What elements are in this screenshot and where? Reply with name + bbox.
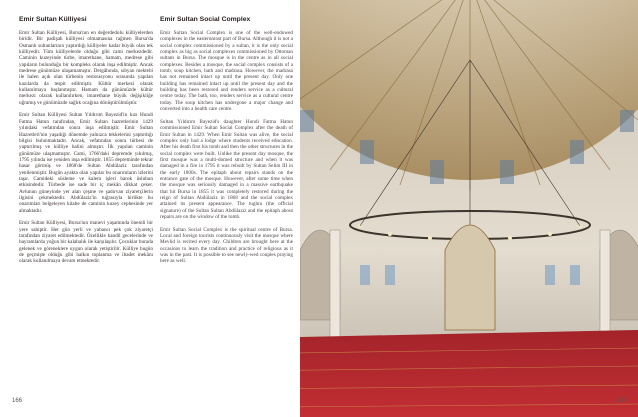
english-text-column (160, 16, 293, 271)
english-title: Emir Sultan Social Complex (160, 16, 251, 23)
turkish-paragraph: Emir Sultan Külliyesi Sultan Yıldırım Bayezid'in kızı Hundi Fatma Hatun tarafından, Emir Sultan hazretlerinin 1429 yılındaki vefatından sonra inşa edilmiştir. Emir Sultan Hazretleri'nin yaşadığı dönemde yalnızca tekkelerini yaptırdığı bilgisi bulunmaktadır. Ancak, vefatından sonra türbesi de yaptırılmış ve külliye halini almıştır. İlk yapılan caminin günümüze ulaşmamıştır. Cami, 1766'daki depremde yıkılmış, 1795 yılında ise yeniden inşa edilmiştir. 1855 depreminde tekrar hasar görmüş ve 1868'de Sultan Abdülaziz tarafından yenilenmiştir. Bugün ayakta olan yapılar bu onarımların izlerini taşır. Camideki süsleme ve kalem işleri barok üslubun etkisindedir. Türbede ise sade bir iç mekân dikkat çeker. Avlunun güneyinde yer alan çeşme ve şadırvan ziyaretçilerin ilgisini çekmektedir. Abdülaziz'in tuğrasıyla birlikte bu onarımları belgeleyen kitabe de caminin kuzey cephesinde yer almaktadır. (19, 112, 153, 214)
turkish-paragraph: Emir Sultan Külliyesi, Bursa'nın manevi yaşamında önemli bir yere sahiptir. Her gün yerli ve yabancı pek çok ziyaretçi tarafından ziyaret edilmektedir. Özellikle kandil gecelerinde ve bayramlarda yoğun bir kalabalık ile karşılaşılır. Çocuklar burada gelenek ve göreneklere uygun olarak yetiştirilir. Külliye bugün de geçmişte olduğu gibi halkın toplanma ve ibadet mekânı olarak kullanılmaya devam etmektedir. (19, 220, 153, 265)
english-paragraph: Emir Sultan Social Complex is one of the well-endowed complexes in the easternmost part of Bursa. Although it is not a social complex commissioned by a sultan, it is the only social complex as big as social complexes commissioned by Ottoman sultans in Bursa. The mosque is in the centre as in all social complexes. Besides a mosque, the social complex consists of a tomb, soup kitchen, bath and madrasa. However, the madrasa has not remained intact up until the present day. Only one building has remained intact up until the present day and the building has been restored and renders service as a cultural centre today. The bath, too, renders service as a cultural centre today. The soup kitchen has undergone a major change and converted into a health care centre. (160, 30, 293, 113)
turkish-paragraph: Emir Sultan Külliyesi, Bursa'nın en değerdedolu külliyelerden biridir. Bir padişah külliyesi olmamasına rağmen Bursa'da Osmanlı sultanlarının yaptırdığı külliyeler kadar büyük olan tek külliyedir. Tüm külliyelerde olduğu gibi cami merkezdedir. Caminin kuzeyinde türbe, imarethane, hamam, medrese gibi yapıların bulunduğu bir kompleks olarak inşa edilmiştir. Ancak medrese günümüze ulaşamamıştır. Dergâhında, sıbyan mektebi ile halen açık olan türbenin restorasyonu sırasında yapılan kazılarda da tespit edilmiştir. Kültür merkezi olarak kullanılmaya başlanmıştır. Hamam da günümüzde kültür merkezi olarak kullanılırken, imarethane büyük değişikliğe uğramış ve günümüzde sağlık ocağına dönüştürülmüştür. (19, 30, 153, 106)
page-number-right: 167 (615, 398, 626, 404)
turkish-text-column (19, 16, 153, 271)
english-paragraph: Emir Sultan Social Complex is the spiritual centre of Bursa. Local and foreign tourists continuously visit the mosque where Mevlid is recited every day. Children are brought here at the occasions to learn the tradition and practice of religious as it was in the past. It is possible to see newly-wed couples praying here as well. (160, 226, 293, 265)
english-paragraph: Sultan Yıldırım Bayezid's daughter Hundi Fatma Hatun commissioned Emir Sultan Social Complex after the death of Emir Sultan in 1429. When Emir Sultan was alive, the social complex only had a lodge where students received education. After his death first his tomb and then the other structures in the social complex were built. Unlike the present day mosque, the first mosque was a multi-domed structure and when it was damaged in a fire in 1795 it was rebuilt by Sultan Selim III in the early 1800s. The epitaph about repairs stands on the entrance gate of the mosque. However, after some time when the mosque was seriously damaged in a massive earthquake that hit Bursa in 1855 it was completely restored during the reign of Sultan Abdülaziz in 1868 and the social complex attained its present appearance. The tughra (the official signature) of the Sultan Sultan Abdülaziz and the epitaph about repairs are on the window of the tomb. (160, 118, 293, 220)
page-number-left: 166 (12, 398, 23, 404)
turkish-title: Emir Sultan Külliyesi (19, 16, 87, 23)
